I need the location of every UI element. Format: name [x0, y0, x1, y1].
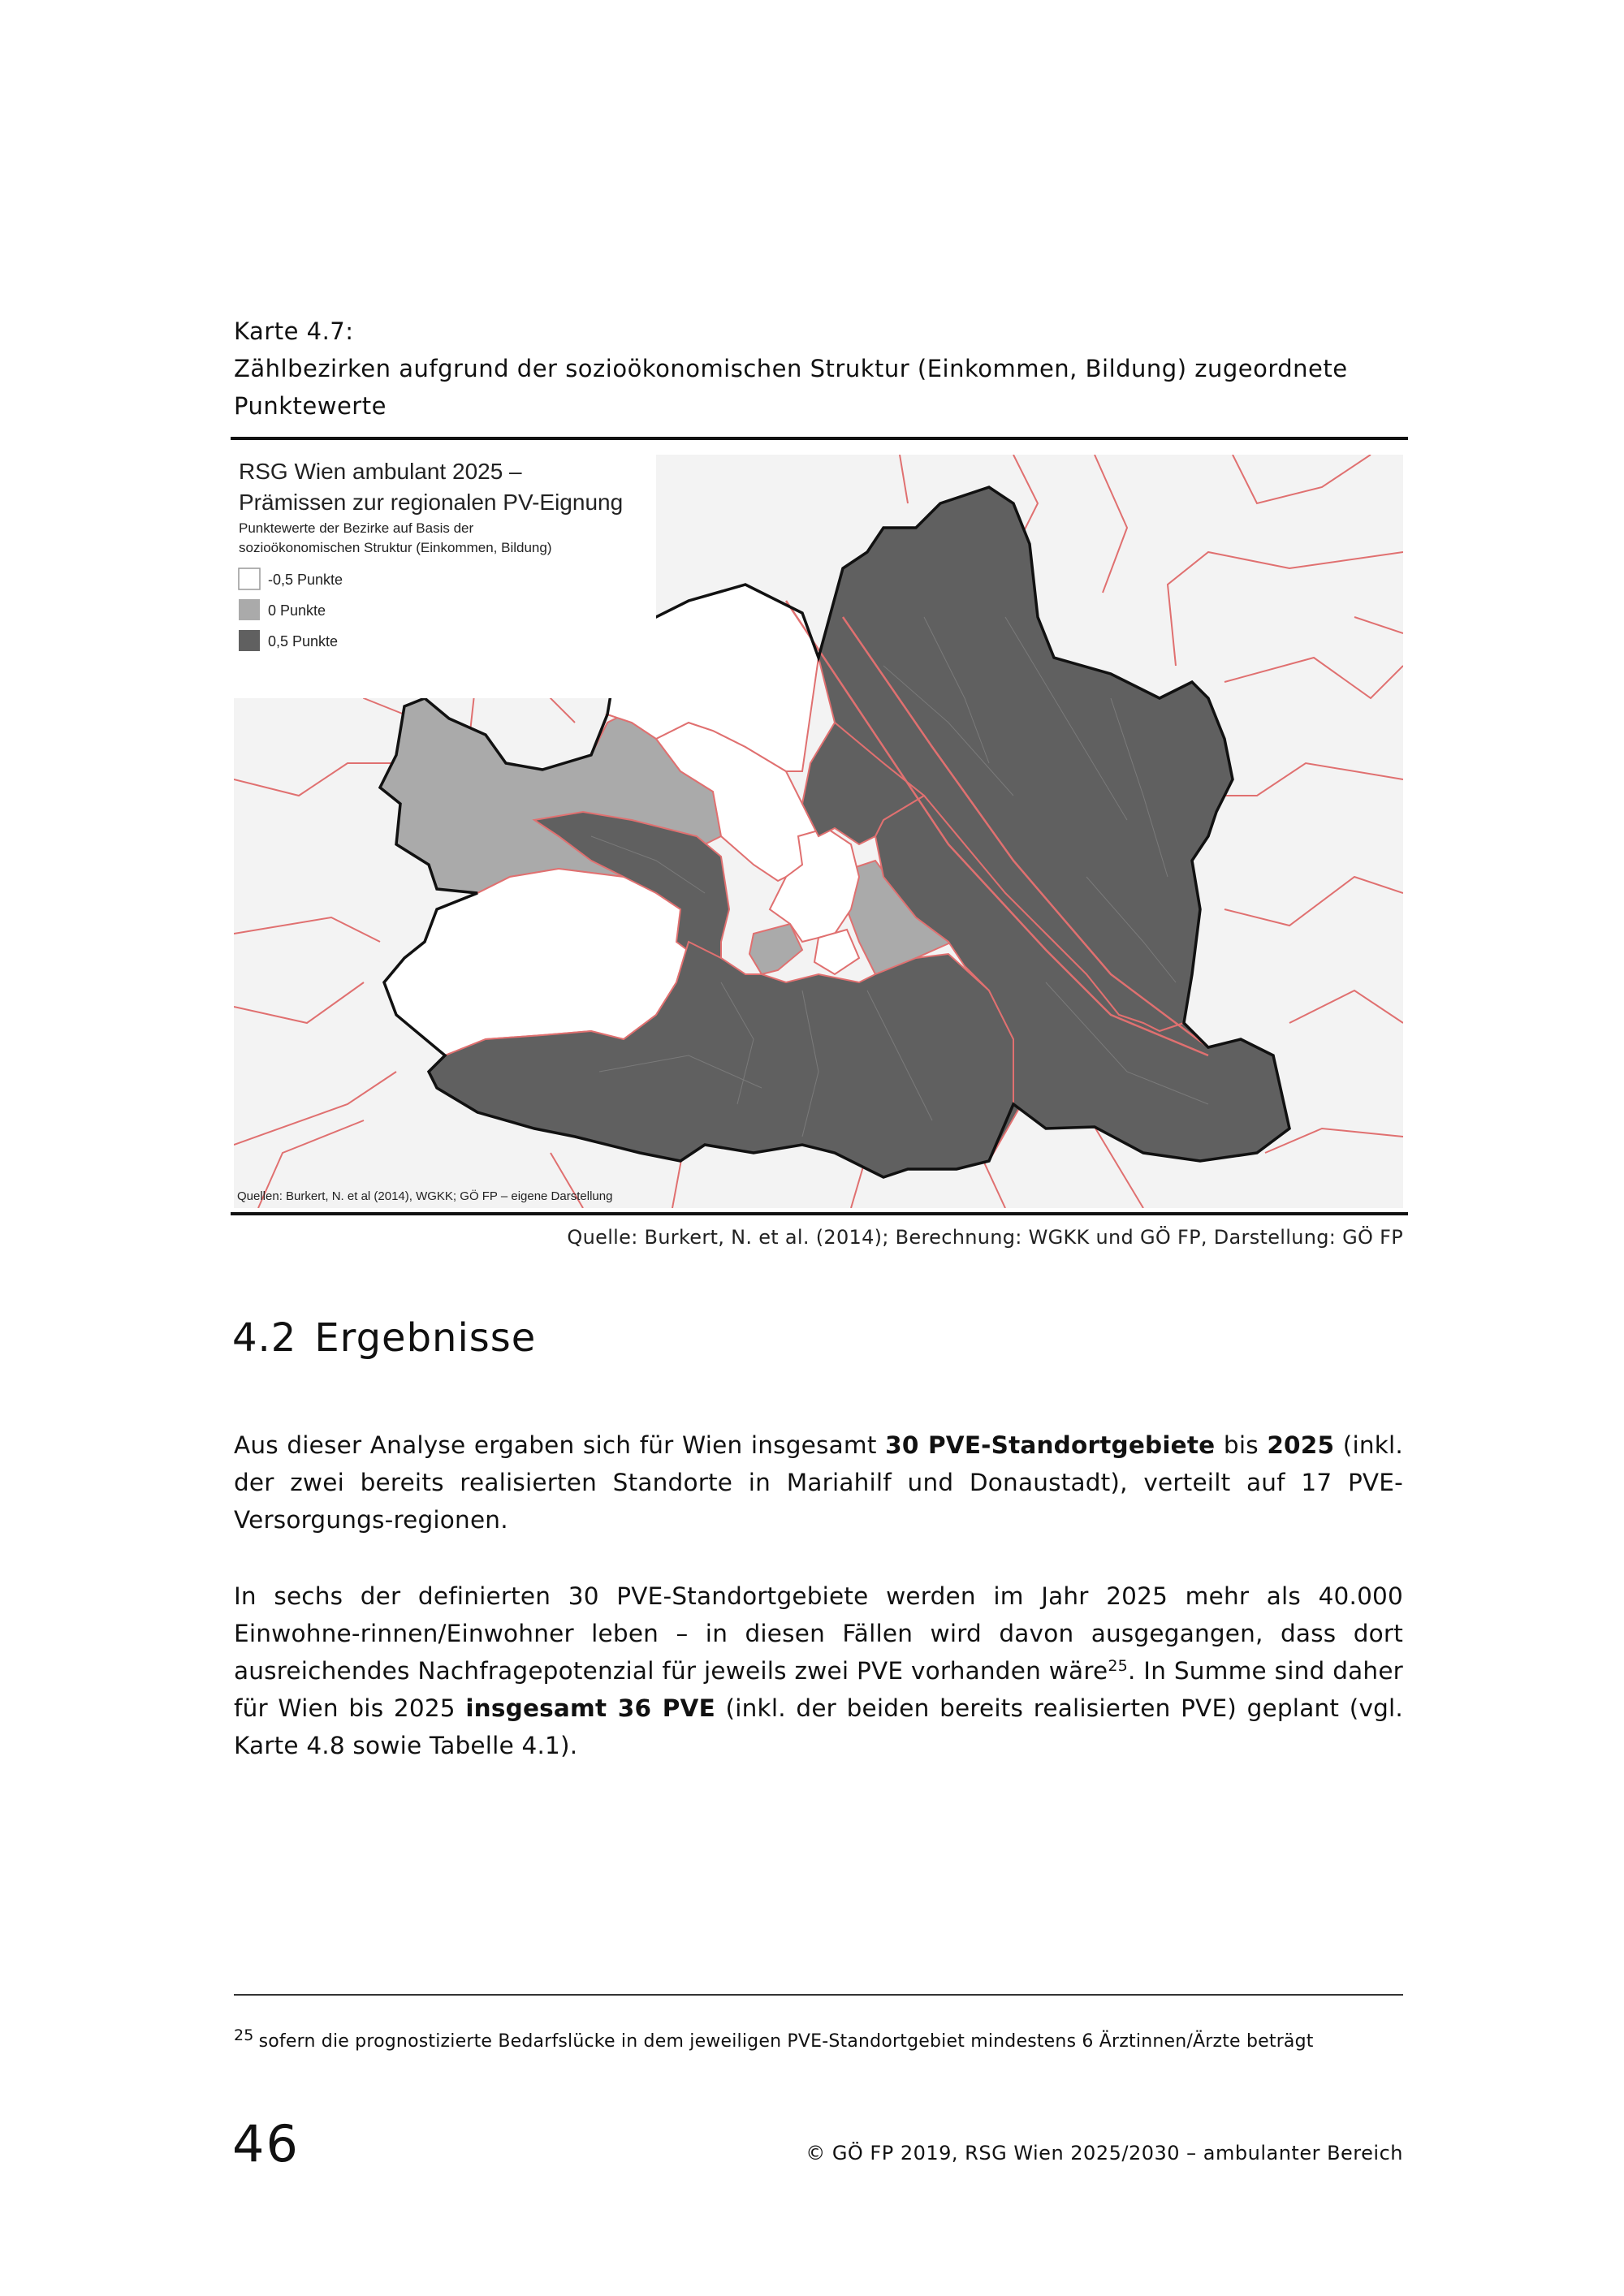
paragraph-results: Aus dieser Analyse ergaben sich für Wien insgesamt 30 PVE-Standortgebiete bis 2025 (inkl. der zwei bereits realisierten Standorte in Mariahilf und Donaustadt), verteilt auf 17 PVE-Versorgungs-regionen. — [234, 1431, 1404, 1534]
legend-label-grey: 0 Punkte — [268, 602, 326, 619]
footnote — [234, 2026, 1314, 2052]
legend-swatch-dark — [239, 630, 260, 651]
footnote-rule — [234, 1994, 1403, 1996]
section-heading — [232, 1315, 536, 1361]
map-bottom-rule — [231, 1212, 1408, 1215]
caption-text-line1: Zählbezirken aufgrund der sozioökonomischen Struktur (Einkommen, Bildung) zugeordnete — [234, 355, 1348, 382]
map-top-rule — [231, 437, 1408, 440]
footnote-number: 25 — [234, 2026, 254, 2044]
copyright-footer: © GÖ FP 2019, RSG Wien 2025/2030 – ambulanter Bereich — [806, 2142, 1403, 2164]
legend-swatch-grey — [239, 599, 260, 620]
map-title-line2: Prämissen zur regionalen PV-Eignung — [239, 490, 624, 515]
map-subtitle-line2: sozioökonomischen Struktur (Einkommen, Bildung) — [239, 540, 552, 555]
caption-text-line2: Punktewerte — [234, 392, 387, 420]
footnote-text: sofern die prognostizierte Bedarfslücke in dem jeweiligen PVE-Standortgebiet mindestens 6 Ärztinnen/Ärzte beträgt — [258, 2031, 1314, 2052]
footnote-reference[interactable]: 25 — [1108, 1657, 1128, 1675]
map-caption — [234, 313, 1403, 425]
section-number: 4.2 — [232, 1315, 297, 1361]
paragraph-pve-count: In sechs der definierten 30 PVE-Standortgebiete werden im Jahr 2025 mehr als 40.000 Einwohne-rinnen/Einwohner leben – in diesen Fällen wird davon ausgegangen, dass dort ausreichendes Nachfragepotenzial für jeweils zwei PVE vorhanden wäre$^{25}$. In Summe sind daher für Wien bis 2025 insgesamt 36 PVE (inkl. der beiden bereits realisierten PVE) geplant (vgl. Karte 4.8 sowie Tabelle 4.1). — [234, 1582, 1404, 1759]
vienna-map — [234, 455, 1403, 1208]
legend-label-white: -0,5 Punkte — [268, 572, 343, 588]
page-number: 46 — [232, 2114, 300, 2173]
caption-label: Karte 4.7: — [234, 317, 354, 345]
legend-label-dark: 0,5 Punkte — [268, 633, 339, 650]
section-title: Ergebnisse — [314, 1315, 537, 1361]
map-title-line1: RSG Wien ambulant 2025 – — [239, 459, 522, 484]
map-subtitle-line1: Punktewerte der Bezirke auf Basis der — [239, 520, 474, 536]
map-credits: Quellen: Burkert, N. et al (2014), WGKK; GÖ FP – eigene Darstellung — [237, 1189, 613, 1203]
map-source: Quelle: Burkert, N. et al. (2014); Berechnung: WGKK und GÖ FP, Darstellung: GÖ FP — [567, 1226, 1403, 1249]
legend-swatch-white — [239, 568, 260, 589]
